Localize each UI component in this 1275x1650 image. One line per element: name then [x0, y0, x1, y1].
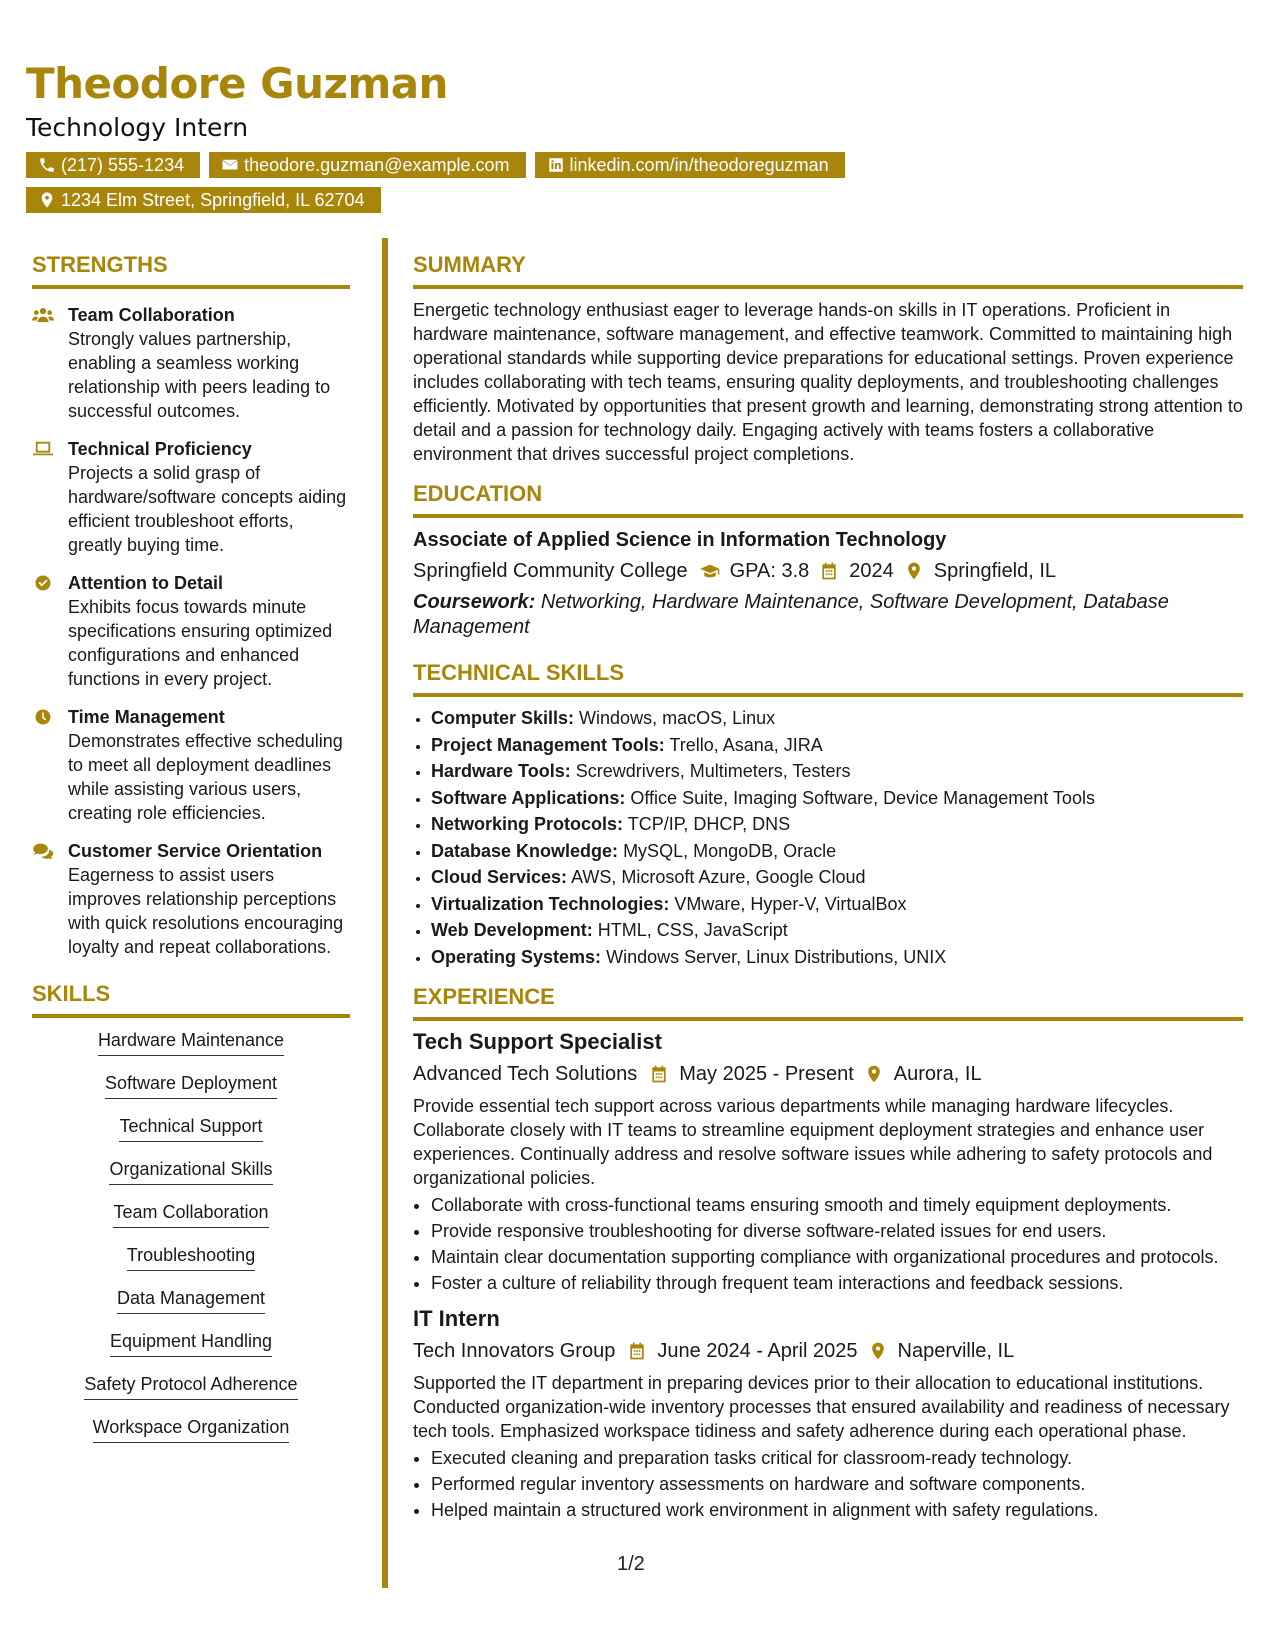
strength-item [32, 437, 350, 557]
calendar-icon [649, 1064, 669, 1084]
list-item [431, 864, 1243, 891]
job-dates: June 2024 - April 2025 [657, 1340, 858, 1362]
graduation-year: 2024 [849, 560, 894, 582]
list-item [431, 732, 1243, 759]
skill-label: Operating Systems: [431, 946, 602, 967]
job-bullets [413, 1193, 1243, 1295]
phone-icon [38, 156, 56, 174]
phone-text: (217) 555-1234 [61, 155, 185, 175]
skill-label: Web Development: [431, 920, 593, 940]
skill-value: Windows, macOS, Linux [579, 708, 776, 728]
skill-tag: Organizational Skills [109, 1157, 272, 1185]
job-title: Tech Support Specialist [413, 1029, 662, 1054]
skill-label: Database Knowledge: [431, 840, 619, 861]
list-item [431, 705, 1243, 732]
check-circle-icon [32, 574, 54, 592]
coursework-list: Networking, Hardware Maintenance, Software Development, Database Management [413, 591, 1169, 638]
skill-tag: Data Management [117, 1286, 265, 1314]
skill-value: TCP/IP, DHCP, DNS [627, 814, 791, 834]
job-dates: May 2025 - Present [679, 1063, 854, 1085]
skill-label: Virtualization Technologies: [431, 893, 670, 914]
job-entry [413, 1305, 1243, 1522]
strength-title: Time Management [68, 707, 225, 727]
skill-value: Trello, Asana, JIRA [669, 734, 823, 755]
technical-skills-heading: TECHNICAL SKILLS [413, 660, 1243, 697]
strength-item [32, 303, 350, 423]
job-description: Provide essential tech support across various departments while managing hardware lifecycles. Collaborate closely with IT teams to streamline equipment deployment strategies and enhance user experiences. Continually address and resolve software issues while adhering to safety protocols and organizational policies. [413, 1096, 1213, 1188]
skill-label: Computer Skills: [431, 708, 575, 728]
strength-desc: Projects a solid grasp of hardware/software concepts aiding efficient troubleshoot efforts, greatly buying time. [68, 463, 347, 555]
linkedin-chip[interactable] [535, 152, 845, 178]
list-item: • Executed cleaning and preparation tasks critical for classroom-ready technology. [431, 1446, 1243, 1470]
list-item [431, 917, 1243, 944]
job-meta [413, 1337, 1243, 1365]
skill-label: Networking Protocols: [431, 814, 624, 834]
degree-title: Associate of Applied Science in Information Technology [413, 529, 947, 551]
map-marker-icon [904, 561, 924, 581]
list-item: • Collaborate with cross-functional teams ensuring smooth and timely equipment deployments. [431, 1193, 1243, 1217]
strength-title: Team Collaboration [68, 305, 235, 325]
skill-tag: Team Collaboration [113, 1200, 268, 1228]
strength-title: Customer Service Orientation [68, 841, 323, 861]
job-location: Aurora, IL [893, 1063, 982, 1085]
skill-value: Windows Server, Linux Distributions, UNIX [606, 946, 947, 967]
job-title: IT Intern [413, 1306, 500, 1331]
address-text: 1234 Elm Street, Springfield, IL 62704 [61, 190, 365, 210]
strength-desc: Strongly values partnership, enabling a seamless working relationship with peers leading to successful outcomes. [68, 329, 331, 421]
phone-chip[interactable] [26, 152, 200, 178]
skill-value: AWS, Microsoft Azure, Google Cloud [571, 867, 866, 887]
job-location: Naperville, IL [897, 1340, 1015, 1362]
job-meta [413, 1060, 1243, 1088]
skill-tag: Technical Support [119, 1114, 262, 1142]
strength-item [32, 839, 350, 959]
list-item [431, 838, 1243, 865]
job-description: Supported the IT department in preparing devices prior to their allocation to educational institutions. Conducted organization-wide inventory processes that ensured availability and readiness of necessary tech tools. Emphasized workspace tidiness and safety adherence during each operational phase. [413, 1373, 1230, 1441]
candidate-name: Theodore Guzman [26, 59, 448, 108]
gpa: GPA: 3.8 [729, 560, 810, 582]
skill-tag: Workspace Organization [93, 1415, 290, 1443]
page-number: 1/2 [617, 1553, 645, 1575]
list-item: • Performed regular inventory assessments on hardware and software components. [431, 1472, 1243, 1496]
strength-desc: Eagerness to assist users improves relationship perceptions with quick resolutions encouraging loyalty and repeat collaborations. [68, 865, 344, 957]
strength-item [32, 571, 350, 691]
skill-tag: Equipment Handling [110, 1329, 272, 1357]
users-icon [32, 306, 54, 324]
column-divider [382, 238, 388, 1588]
education-meta [413, 557, 1243, 585]
list-item [431, 758, 1243, 785]
candidate-role: Technology Intern [26, 113, 249, 142]
clock-icon [32, 708, 54, 726]
summary-heading: SUMMARY [413, 252, 1243, 289]
skills-list [32, 1028, 350, 1458]
coursework [413, 590, 1243, 640]
list-item [431, 891, 1243, 918]
skill-tag: Safety Protocol Adherence [84, 1372, 297, 1400]
skill-label: Hardware Tools: [431, 761, 571, 781]
skill-tag: Troubleshooting [127, 1243, 255, 1271]
technical-skills-list [413, 705, 1243, 970]
left-column [32, 252, 350, 1458]
list-item [431, 811, 1243, 838]
email-chip[interactable] [209, 152, 525, 178]
school-location: Springfield, IL [933, 560, 1057, 582]
summary-text: Energetic technology enthusiast eager to leverage hands-on skills in IT operations. Proficient in hardware maintenance, software management, and effective teamwork. Committed to maintaining high operational standards while supporting device preparations for educational settings. Proven experience includes collaborating with tech teams, ensuring quality deployments, and troubleshooting challenges efficiently. Motivated by opportunities that present growth and learning, demonstrating strong attention to detail and a passion for technology daily. Engaging actively with teams fosters a collaborative environment that drives successful project completions. [413, 300, 1243, 464]
strength-title: Attention to Detail [68, 573, 223, 593]
skill-label: Software Applications: [431, 787, 626, 808]
strength-desc: Exhibits focus towards minute specifications ensuring optimized configurations and enhanced functions in every project. [68, 597, 333, 689]
resume-header [26, 58, 1246, 213]
company-name: Advanced Tech Solutions [413, 1063, 638, 1085]
map-marker-icon [864, 1064, 884, 1084]
strength-item [32, 705, 350, 825]
skill-label: Cloud Services: [431, 867, 568, 887]
skills-heading: SKILLS [32, 981, 350, 1018]
skill-tag: Software Deployment [105, 1071, 277, 1099]
school-name: Springfield Community College [413, 560, 688, 582]
linkedin-text: linkedin.com/in/theodoreguzman [569, 155, 829, 175]
coursework-label: Coursework: [413, 591, 536, 613]
map-marker-icon [38, 191, 56, 209]
skill-value: Screwdrivers, Multimeters, Testers [575, 761, 851, 781]
job-bullets [413, 1446, 1243, 1522]
email-text: theodore.guzman@example.com [244, 155, 510, 175]
laptop-icon [32, 440, 54, 458]
strengths-heading: STRENGTHS [32, 252, 350, 289]
skill-tag: Hardware Maintenance [98, 1028, 284, 1056]
skill-value: MySQL, MongoDB, Oracle [623, 840, 837, 861]
strength-title: Technical Proficiency [68, 439, 252, 459]
company-name: Tech Innovators Group [413, 1340, 616, 1362]
graduation-cap-icon [700, 561, 720, 581]
list-item: • Maintain clear documentation supporting compliance with organizational procedures and protocols. [431, 1245, 1243, 1269]
skill-value: VMware, Hyper-V, VirtualBox [674, 893, 907, 914]
list-item: • Foster a culture of reliability through frequent team interactions and feedback sessions. [431, 1271, 1243, 1295]
job-entry [413, 1028, 1243, 1295]
skill-label: Project Management Tools: [431, 734, 665, 755]
list-item: • Helped maintain a structured work environment in alignment with safety regulations. [431, 1498, 1243, 1522]
calendar-icon [819, 561, 839, 581]
skill-value: HTML, CSS, JavaScript [597, 920, 788, 940]
calendar-icon [627, 1341, 647, 1361]
education-heading: EDUCATION [413, 481, 1243, 518]
strength-desc: Demonstrates effective scheduling to meet all deployment deadlines while assisting various users, creating role efficiencies. [68, 731, 343, 823]
address-chip [26, 187, 381, 213]
experience-heading: EXPERIENCE [413, 984, 1243, 1021]
list-item [431, 785, 1243, 812]
list-item: • Provide responsive troubleshooting for diverse software-related issues for end users. [431, 1219, 1243, 1243]
right-column [413, 252, 1243, 1524]
map-marker-icon [868, 1341, 888, 1361]
skill-value: Office Suite, Imaging Software, Device Management Tools [630, 787, 1095, 808]
linkedin-icon [547, 156, 565, 174]
contact-bar [26, 152, 926, 213]
list-item [431, 944, 1243, 971]
comments-icon [32, 842, 54, 860]
envelope-icon [221, 156, 239, 174]
